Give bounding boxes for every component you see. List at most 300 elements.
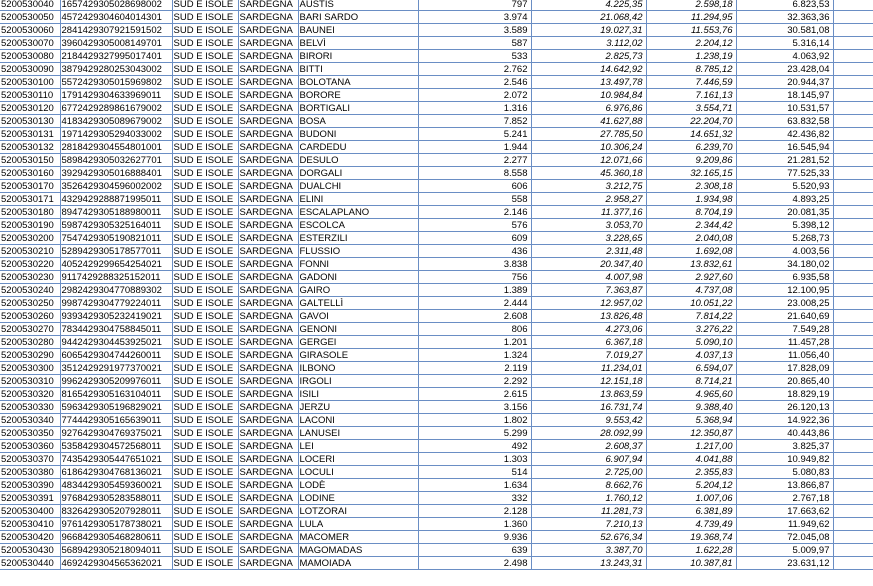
empty-cell	[833, 284, 873, 297]
table-row	[0, 427, 873, 440]
id-code-cell: 9393429305232419021	[60, 310, 172, 323]
id-code-cell: 2982429304770889302	[60, 284, 172, 297]
zone-cell: SUD E ISOLE	[172, 76, 238, 89]
value-b-cell: 11.294,95	[646, 11, 736, 24]
id-code-cell: 2184429327995017401	[60, 50, 172, 63]
zone-cell: SUD E ISOLE	[172, 89, 238, 102]
empty-cell	[833, 180, 873, 193]
region-cell: SARDEGNA	[238, 180, 298, 193]
value-a-cell: 21.068,42	[531, 11, 646, 24]
population-cell: 1.634	[418, 479, 531, 492]
region-cell: SARDEGNA	[238, 154, 298, 167]
municipality-cell: BAUNEI	[298, 24, 418, 37]
table-row	[0, 37, 873, 50]
value-a-cell: 2.311,48	[531, 245, 646, 258]
zone-cell: SUD E ISOLE	[172, 336, 238, 349]
region-cell: SARDEGNA	[238, 466, 298, 479]
id-code-cell: 9276429304769375021	[60, 427, 172, 440]
istat-code-cell: 5200530080	[0, 50, 60, 63]
total-cell: 34.180,02	[736, 258, 833, 271]
population-cell: 2.119	[418, 362, 531, 375]
empty-cell	[833, 37, 873, 50]
empty-cell	[833, 505, 873, 518]
region-cell: SARDEGNA	[238, 11, 298, 24]
table-row	[0, 310, 873, 323]
value-a-cell: 2.608,37	[531, 440, 646, 453]
zone-cell: SUD E ISOLE	[172, 401, 238, 414]
population-cell: 5.299	[418, 427, 531, 440]
total-cell: 7.549,28	[736, 323, 833, 336]
total-cell: 11.056,40	[736, 349, 833, 362]
region-cell: SARDEGNA	[238, 24, 298, 37]
population-cell: 1.324	[418, 349, 531, 362]
table-row	[0, 0, 873, 11]
table-row	[0, 180, 873, 193]
istat-code-cell: 5200530391	[0, 492, 60, 505]
empty-cell	[833, 63, 873, 76]
id-code-cell: 5572429305015969802	[60, 76, 172, 89]
region-cell: SARDEGNA	[238, 76, 298, 89]
value-b-cell: 1.007,06	[646, 492, 736, 505]
id-code-cell: 5289429305178577011	[60, 245, 172, 258]
value-a-cell: 3.387,70	[531, 544, 646, 557]
empty-cell	[833, 89, 873, 102]
value-b-cell: 9.209,86	[646, 154, 736, 167]
empty-cell	[833, 24, 873, 37]
value-b-cell: 4.037,13	[646, 349, 736, 362]
table-row	[0, 193, 873, 206]
value-a-cell: 27.785,50	[531, 128, 646, 141]
value-a-cell: 13.243,31	[531, 557, 646, 570]
region-cell: SARDEGNA	[238, 440, 298, 453]
region-cell: SARDEGNA	[238, 362, 298, 375]
municipality-cell: MAMOIADA	[298, 557, 418, 570]
empty-cell	[833, 115, 873, 128]
empty-cell	[833, 102, 873, 115]
municipality-cell: LODINE	[298, 492, 418, 505]
istat-code-cell: 5200530170	[0, 180, 60, 193]
value-a-cell: 2.958,27	[531, 193, 646, 206]
region-cell: SARDEGNA	[238, 375, 298, 388]
zone-cell: SUD E ISOLE	[172, 141, 238, 154]
value-a-cell: 3.112,02	[531, 37, 646, 50]
istat-code-cell: 5200530410	[0, 518, 60, 531]
value-a-cell: 1.760,12	[531, 492, 646, 505]
value-b-cell: 22.204,70	[646, 115, 736, 128]
population-cell: 756	[418, 271, 531, 284]
id-code-cell: 6772429289861679002	[60, 102, 172, 115]
value-a-cell: 16.731,74	[531, 401, 646, 414]
municipality-cell: GADONI	[298, 271, 418, 284]
empty-cell	[833, 193, 873, 206]
table-row	[0, 219, 873, 232]
value-a-cell: 14.642,92	[531, 63, 646, 76]
empty-cell	[833, 531, 873, 544]
value-a-cell: 12.071,66	[531, 154, 646, 167]
municipality-cell: BITTI	[298, 63, 418, 76]
value-b-cell: 2.308,18	[646, 180, 736, 193]
empty-cell	[833, 557, 873, 570]
municipality-cell: ILBONO	[298, 362, 418, 375]
population-cell: 1.802	[418, 414, 531, 427]
municipality-cell: DORGALI	[298, 167, 418, 180]
region-cell: SARDEGNA	[238, 63, 298, 76]
total-cell: 10.531,57	[736, 102, 833, 115]
population-cell: 5.241	[418, 128, 531, 141]
value-a-cell: 41.627,88	[531, 115, 646, 128]
zone-cell: SUD E ISOLE	[172, 37, 238, 50]
value-a-cell: 6.367,18	[531, 336, 646, 349]
empty-cell	[833, 401, 873, 414]
istat-code-cell: 5200530380	[0, 466, 60, 479]
empty-cell	[833, 141, 873, 154]
empty-cell	[833, 232, 873, 245]
table-row	[0, 89, 873, 102]
table-row	[0, 232, 873, 245]
region-cell: SARDEGNA	[238, 284, 298, 297]
total-cell: 18.145,97	[736, 89, 833, 102]
municipality-cell: DESULO	[298, 154, 418, 167]
value-b-cell: 11.553,76	[646, 24, 736, 37]
municipality-cell: LANUSEI	[298, 427, 418, 440]
value-b-cell: 7.814,22	[646, 310, 736, 323]
region-cell: SARDEGNA	[238, 102, 298, 115]
empty-cell	[833, 427, 873, 440]
municipality-cell: LOTZORAI	[298, 505, 418, 518]
value-b-cell: 3.554,71	[646, 102, 736, 115]
region-cell: SARDEGNA	[238, 479, 298, 492]
id-code-cell: 2841429307921591502	[60, 24, 172, 37]
region-cell: SARDEGNA	[238, 232, 298, 245]
municipality-cell: ESTERZILI	[298, 232, 418, 245]
id-code-cell: 7435429305447651021	[60, 453, 172, 466]
table-row	[0, 128, 873, 141]
municipality-cell: IRGOLI	[298, 375, 418, 388]
value-a-cell: 7.019,27	[531, 349, 646, 362]
zone-cell: SUD E ISOLE	[172, 297, 238, 310]
id-code-cell: 9117429288325152011	[60, 271, 172, 284]
zone-cell: SUD E ISOLE	[172, 63, 238, 76]
zone-cell: SUD E ISOLE	[172, 232, 238, 245]
table-row	[0, 414, 873, 427]
istat-code-cell: 5200530340	[0, 414, 60, 427]
total-cell: 4.063,92	[736, 50, 833, 63]
value-a-cell: 13.863,59	[531, 388, 646, 401]
empty-cell	[833, 544, 873, 557]
zone-cell: SUD E ISOLE	[172, 505, 238, 518]
value-b-cell: 5.090,10	[646, 336, 736, 349]
total-cell: 40.443,86	[736, 427, 833, 440]
empty-cell	[833, 0, 873, 11]
population-cell: 514	[418, 466, 531, 479]
zone-cell: SUD E ISOLE	[172, 388, 238, 401]
value-b-cell: 14.651,32	[646, 128, 736, 141]
region-cell: SARDEGNA	[238, 388, 298, 401]
municipality-cell: AUSTIS	[298, 0, 418, 11]
table-row	[0, 154, 873, 167]
table-row	[0, 102, 873, 115]
table-row	[0, 531, 873, 544]
istat-code-cell: 5200530200	[0, 232, 60, 245]
istat-code-cell: 5200530210	[0, 245, 60, 258]
istat-code-cell: 5200530320	[0, 388, 60, 401]
empty-cell	[833, 375, 873, 388]
value-a-cell: 10.306,24	[531, 141, 646, 154]
region-cell: SARDEGNA	[238, 531, 298, 544]
istat-code-cell: 5200530040	[0, 0, 60, 11]
municipality-cell: BOSA	[298, 115, 418, 128]
population-cell: 1.944	[418, 141, 531, 154]
table-row	[0, 349, 873, 362]
zone-cell: SUD E ISOLE	[172, 531, 238, 544]
municipality-cell: ESCALAPLANO	[298, 206, 418, 219]
istat-code-cell: 5200530150	[0, 154, 60, 167]
value-b-cell: 8.714,21	[646, 375, 736, 388]
municipality-cell: GALTELLÌ	[298, 297, 418, 310]
municipality-cell: GERGEI	[298, 336, 418, 349]
empty-cell	[833, 11, 873, 24]
table-row	[0, 167, 873, 180]
id-code-cell: 4572429304604014301	[60, 11, 172, 24]
total-cell: 14.922,36	[736, 414, 833, 427]
table-row	[0, 24, 873, 37]
value-a-cell: 4.273,06	[531, 323, 646, 336]
value-a-cell: 12.957,02	[531, 297, 646, 310]
region-cell: SARDEGNA	[238, 349, 298, 362]
id-code-cell: 5358429304572568011	[60, 440, 172, 453]
population-cell: 1.360	[418, 518, 531, 531]
municipality-cell: LODÈ	[298, 479, 418, 492]
zone-cell: SUD E ISOLE	[172, 349, 238, 362]
population-cell: 3.589	[418, 24, 531, 37]
total-cell: 6.935,58	[736, 271, 833, 284]
population-cell: 558	[418, 193, 531, 206]
empty-cell	[833, 128, 873, 141]
total-cell: 4.893,25	[736, 193, 833, 206]
region-cell: SARDEGNA	[238, 89, 298, 102]
table-row	[0, 544, 873, 557]
total-cell: 26.120,13	[736, 401, 833, 414]
zone-cell: SUD E ISOLE	[172, 362, 238, 375]
table-row	[0, 297, 873, 310]
empty-cell	[833, 336, 873, 349]
zone-cell: SUD E ISOLE	[172, 375, 238, 388]
total-cell: 4.003,56	[736, 245, 833, 258]
id-code-cell: 5689429305218094011	[60, 544, 172, 557]
table-row	[0, 401, 873, 414]
municipality-cell: DUALCHI	[298, 180, 418, 193]
empty-cell	[833, 492, 873, 505]
region-cell: SARDEGNA	[238, 336, 298, 349]
value-b-cell: 1.217,00	[646, 440, 736, 453]
municipality-cell: MAGOMADAS	[298, 544, 418, 557]
table-row	[0, 505, 873, 518]
population-cell: 436	[418, 245, 531, 258]
value-b-cell: 2.355,83	[646, 466, 736, 479]
population-cell: 606	[418, 180, 531, 193]
value-a-cell: 11.234,01	[531, 362, 646, 375]
value-a-cell: 8.662,76	[531, 479, 646, 492]
empty-cell	[833, 323, 873, 336]
total-cell: 23.428,04	[736, 63, 833, 76]
value-a-cell: 7.363,87	[531, 284, 646, 297]
istat-code-cell: 5200530090	[0, 63, 60, 76]
value-a-cell: 3.053,70	[531, 219, 646, 232]
value-a-cell: 11.377,16	[531, 206, 646, 219]
value-a-cell: 12.151,18	[531, 375, 646, 388]
istat-code-cell: 5200530350	[0, 427, 60, 440]
empty-cell	[833, 414, 873, 427]
table-row	[0, 492, 873, 505]
zone-cell: SUD E ISOLE	[172, 323, 238, 336]
region-cell: SARDEGNA	[238, 258, 298, 271]
empty-cell	[833, 50, 873, 63]
value-a-cell: 45.360,18	[531, 167, 646, 180]
value-b-cell: 6.239,70	[646, 141, 736, 154]
value-a-cell: 28.092,99	[531, 427, 646, 440]
total-cell: 16.545,94	[736, 141, 833, 154]
municipality-cell: LOCERI	[298, 453, 418, 466]
table-row	[0, 479, 873, 492]
zone-cell: SUD E ISOLE	[172, 284, 238, 297]
table-row	[0, 440, 873, 453]
value-b-cell: 1.622,28	[646, 544, 736, 557]
region-cell: SARDEGNA	[238, 0, 298, 11]
total-cell: 5.316,14	[736, 37, 833, 50]
zone-cell: SUD E ISOLE	[172, 518, 238, 531]
istat-code-cell: 5200530050	[0, 11, 60, 24]
id-code-cell: 1971429305294033002	[60, 128, 172, 141]
table-row	[0, 453, 873, 466]
region-cell: SARDEGNA	[238, 544, 298, 557]
id-code-cell: 7547429305190821011	[60, 232, 172, 245]
zone-cell: SUD E ISOLE	[172, 102, 238, 115]
total-cell: 5.009,97	[736, 544, 833, 557]
value-a-cell: 13.497,78	[531, 76, 646, 89]
population-cell: 2.292	[418, 375, 531, 388]
population-cell: 2.072	[418, 89, 531, 102]
total-cell: 23.631,12	[736, 557, 833, 570]
istat-code-cell: 5200530171	[0, 193, 60, 206]
istat-code-cell: 5200530120	[0, 102, 60, 115]
empty-cell	[833, 349, 873, 362]
table-row	[0, 63, 873, 76]
value-b-cell: 10.051,22	[646, 297, 736, 310]
zone-cell: SUD E ISOLE	[172, 245, 238, 258]
value-b-cell: 19.368,74	[646, 531, 736, 544]
total-cell: 5.080,83	[736, 466, 833, 479]
region-cell: SARDEGNA	[238, 167, 298, 180]
id-code-cell: 9987429304779224011	[60, 297, 172, 310]
zone-cell: SUD E ISOLE	[172, 544, 238, 557]
id-code-cell: 3929429305016888401	[60, 167, 172, 180]
value-a-cell: 3.228,65	[531, 232, 646, 245]
total-cell: 21.640,69	[736, 310, 833, 323]
table-row	[0, 115, 873, 128]
population-cell: 1.201	[418, 336, 531, 349]
id-code-cell: 1791429304633969011	[60, 89, 172, 102]
municipality-cell: FONNI	[298, 258, 418, 271]
population-cell: 1.316	[418, 102, 531, 115]
istat-code-cell: 5200530240	[0, 284, 60, 297]
region-cell: SARDEGNA	[238, 492, 298, 505]
table-row	[0, 323, 873, 336]
zone-cell: SUD E ISOLE	[172, 206, 238, 219]
region-cell: SARDEGNA	[238, 401, 298, 414]
id-code-cell: 4692429304565362021	[60, 557, 172, 570]
population-cell: 2.608	[418, 310, 531, 323]
population-cell: 7.852	[418, 115, 531, 128]
population-cell: 1.303	[418, 453, 531, 466]
region-cell: SARDEGNA	[238, 323, 298, 336]
value-a-cell: 6.907,94	[531, 453, 646, 466]
istat-code-cell: 5200530060	[0, 24, 60, 37]
table-row	[0, 76, 873, 89]
empty-cell	[833, 258, 873, 271]
istat-code-cell: 5200530130	[0, 115, 60, 128]
municipality-cell: ELINI	[298, 193, 418, 206]
total-cell: 6.823,53	[736, 0, 833, 11]
total-cell: 77.525,33	[736, 167, 833, 180]
id-code-cell: 4834429305459360021	[60, 479, 172, 492]
istat-code-cell: 5200530370	[0, 453, 60, 466]
id-code-cell: 9442429304453925021	[60, 336, 172, 349]
municipality-cell: JERZU	[298, 401, 418, 414]
value-b-cell: 2.344,42	[646, 219, 736, 232]
zone-cell: SUD E ISOLE	[172, 414, 238, 427]
total-cell: 11.949,62	[736, 518, 833, 531]
total-cell: 42.436,82	[736, 128, 833, 141]
value-b-cell: 5.368,94	[646, 414, 736, 427]
value-b-cell: 12.350,87	[646, 427, 736, 440]
istat-code-cell: 5200530250	[0, 297, 60, 310]
id-code-cell: 3512429291977370021	[60, 362, 172, 375]
value-a-cell: 7.210,13	[531, 518, 646, 531]
zone-cell: SUD E ISOLE	[172, 180, 238, 193]
id-code-cell: 9768429305283588011	[60, 492, 172, 505]
municipality-cell: BORTIGALI	[298, 102, 418, 115]
value-a-cell: 10.984,84	[531, 89, 646, 102]
zone-cell: SUD E ISOLE	[172, 557, 238, 570]
value-b-cell: 5.204,12	[646, 479, 736, 492]
total-cell: 5.520,93	[736, 180, 833, 193]
total-cell: 18.829,19	[736, 388, 833, 401]
istat-code-cell: 5200530160	[0, 167, 60, 180]
empty-cell	[833, 453, 873, 466]
population-cell: 2.146	[418, 206, 531, 219]
region-cell: SARDEGNA	[238, 193, 298, 206]
empty-cell	[833, 219, 873, 232]
empty-cell	[833, 388, 873, 401]
zone-cell: SUD E ISOLE	[172, 219, 238, 232]
istat-code-cell: 5200530270	[0, 323, 60, 336]
empty-cell	[833, 440, 873, 453]
population-cell: 2.762	[418, 63, 531, 76]
istat-code-cell: 5200530310	[0, 375, 60, 388]
region-cell: SARDEGNA	[238, 50, 298, 63]
total-cell: 21.281,52	[736, 154, 833, 167]
municipality-cell: LOCULI	[298, 466, 418, 479]
total-cell: 17.663,62	[736, 505, 833, 518]
zone-cell: SUD E ISOLE	[172, 258, 238, 271]
value-b-cell: 2.204,12	[646, 37, 736, 50]
population-cell: 3.974	[418, 11, 531, 24]
value-b-cell: 10.387,81	[646, 557, 736, 570]
istat-code-cell: 5200530180	[0, 206, 60, 219]
region-cell: SARDEGNA	[238, 453, 298, 466]
value-b-cell: 4.965,60	[646, 388, 736, 401]
zone-cell: SUD E ISOLE	[172, 492, 238, 505]
